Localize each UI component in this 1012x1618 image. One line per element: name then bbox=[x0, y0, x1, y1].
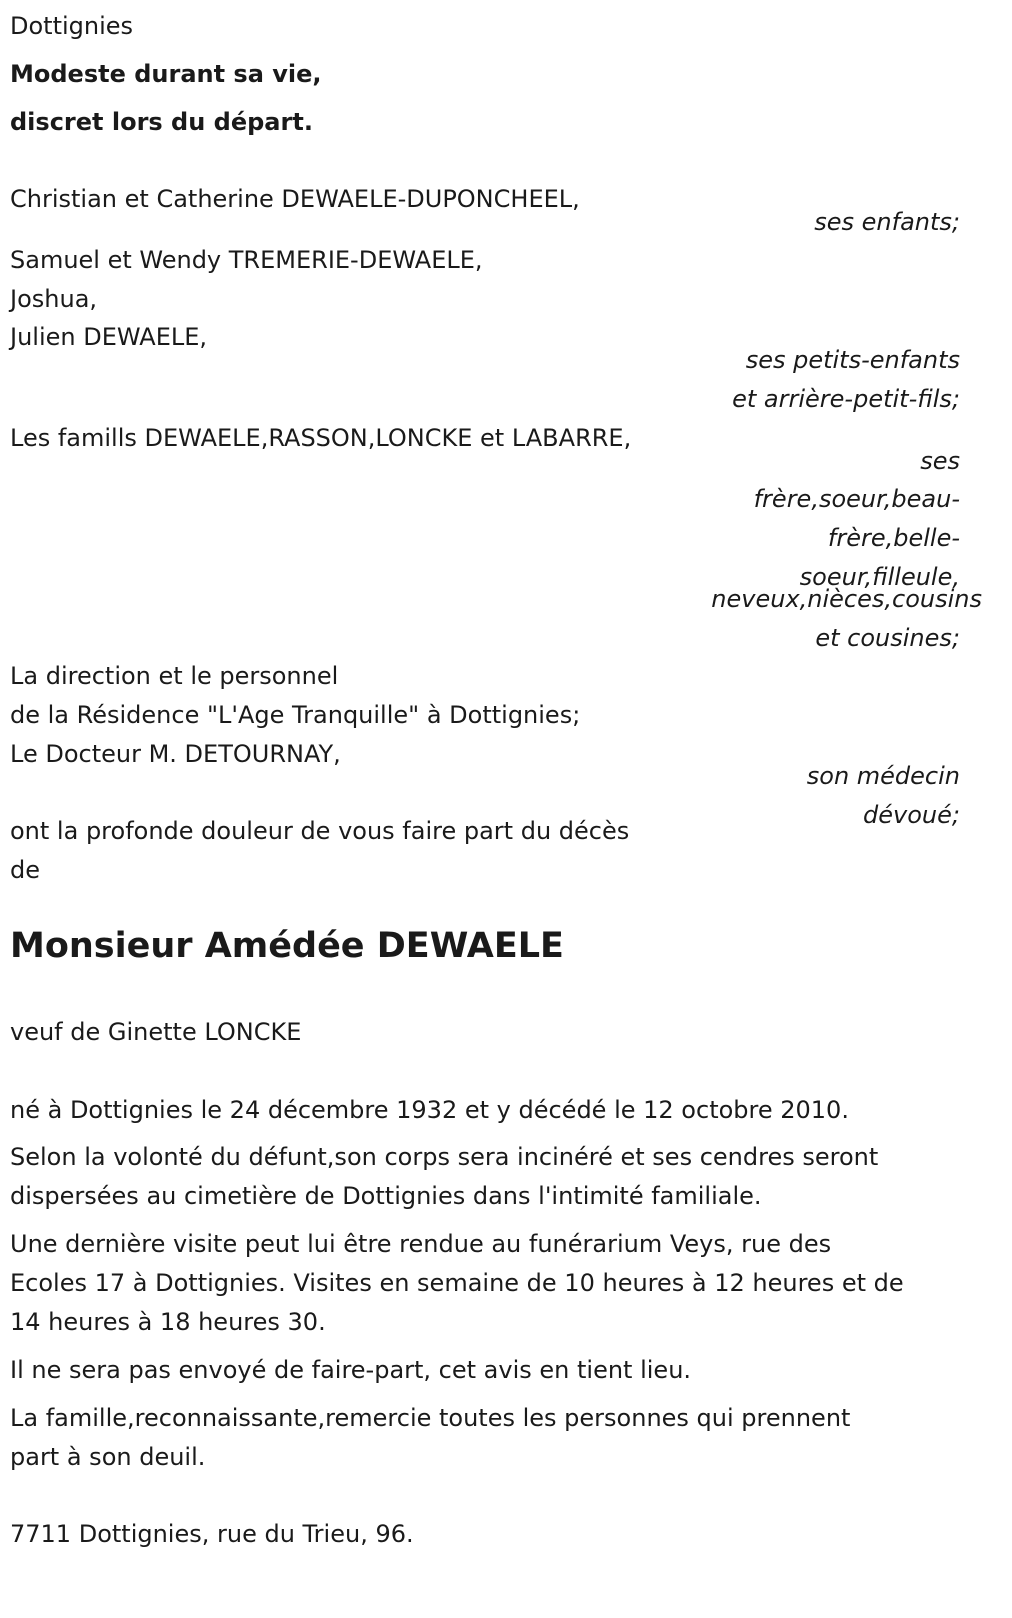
grandchildren-line-2: Joshua, bbox=[10, 285, 98, 313]
residence-line-2: de la Résidence "L'Age Tranquille" à Dottignies; bbox=[10, 701, 581, 729]
place-name: Dottignies bbox=[10, 12, 134, 40]
thanks-line-1: La famille,reconnaissante,remercie toutes les personnes qui prennent bbox=[10, 1404, 851, 1432]
motto-line-1: Modeste durant sa vie, bbox=[10, 60, 322, 88]
grandchildren-role-1: ses petits-enfants bbox=[745, 346, 960, 374]
thanks-line-2: part à son deuil. bbox=[10, 1443, 206, 1471]
families-role-3: frère,belle- bbox=[827, 524, 960, 552]
doctor-role-1: son médecin bbox=[806, 762, 960, 790]
families-names: Les famills DEWAELE,RASSON,LONCKE et LABARRE, bbox=[10, 424, 632, 452]
children-role: ses enfants; bbox=[814, 208, 960, 236]
visit-line-2: Ecoles 17 à Dottignies. Visites en semaine de 10 heures à 12 heures et de bbox=[10, 1269, 904, 1297]
families-role-5: neveux,nièces,cousins bbox=[711, 585, 982, 613]
residence-line-1: La direction et le personnel bbox=[10, 662, 339, 690]
notice-line: Il ne sera pas envoyé de faire-part, cet avis en tient lieu. bbox=[10, 1356, 692, 1384]
wish-line-1: Selon la volonté du défunt,son corps sera incinéré et ses cendres seront bbox=[10, 1143, 879, 1171]
deceased-name: Monsieur Amédée DEWAELE bbox=[10, 926, 564, 966]
grandchildren-line-1: Samuel et Wendy TREMERIE-DEWAELE, bbox=[10, 246, 483, 274]
families-role-2: frère,soeur,beau- bbox=[753, 485, 960, 513]
grandchildren-line-3: Julien DEWAELE, bbox=[10, 323, 208, 351]
families-role-6: et cousines; bbox=[815, 624, 960, 652]
families-role-4: soeur,filleule, bbox=[799, 563, 960, 591]
children-names: Christian et Catherine DEWAELE-DUPONCHEEL, bbox=[10, 185, 580, 213]
footer-address: 7711 Dottignies, rue du Trieu, 96. bbox=[10, 1520, 414, 1548]
grandchildren-role-2: et arrière-petit-fils; bbox=[732, 385, 960, 413]
visit-line-1: Une dernière visite peut lui être rendue au funérarium Veys, rue des bbox=[10, 1230, 832, 1258]
announcement-line-1: ont la profonde douleur de vous faire part du décès bbox=[10, 817, 630, 845]
doctor-name: Le Docteur M. DETOURNAY, bbox=[10, 740, 341, 768]
widower-line: veuf de Ginette LONCKE bbox=[10, 1018, 302, 1046]
wish-line-2: dispersées au cimetière de Dottignies dans l'intimité familiale. bbox=[10, 1182, 762, 1210]
doctor-role-2: dévoué; bbox=[863, 801, 960, 829]
visit-line-3: 14 heures à 18 heures 30. bbox=[10, 1308, 326, 1336]
birth-death-line: né à Dottignies le 24 décembre 1932 et y décédé le 12 octobre 2010. bbox=[10, 1096, 849, 1124]
motto-line-2: discret lors du départ. bbox=[10, 108, 313, 136]
families-role-1: ses bbox=[920, 447, 960, 475]
announcement-line-2: de bbox=[10, 856, 40, 884]
